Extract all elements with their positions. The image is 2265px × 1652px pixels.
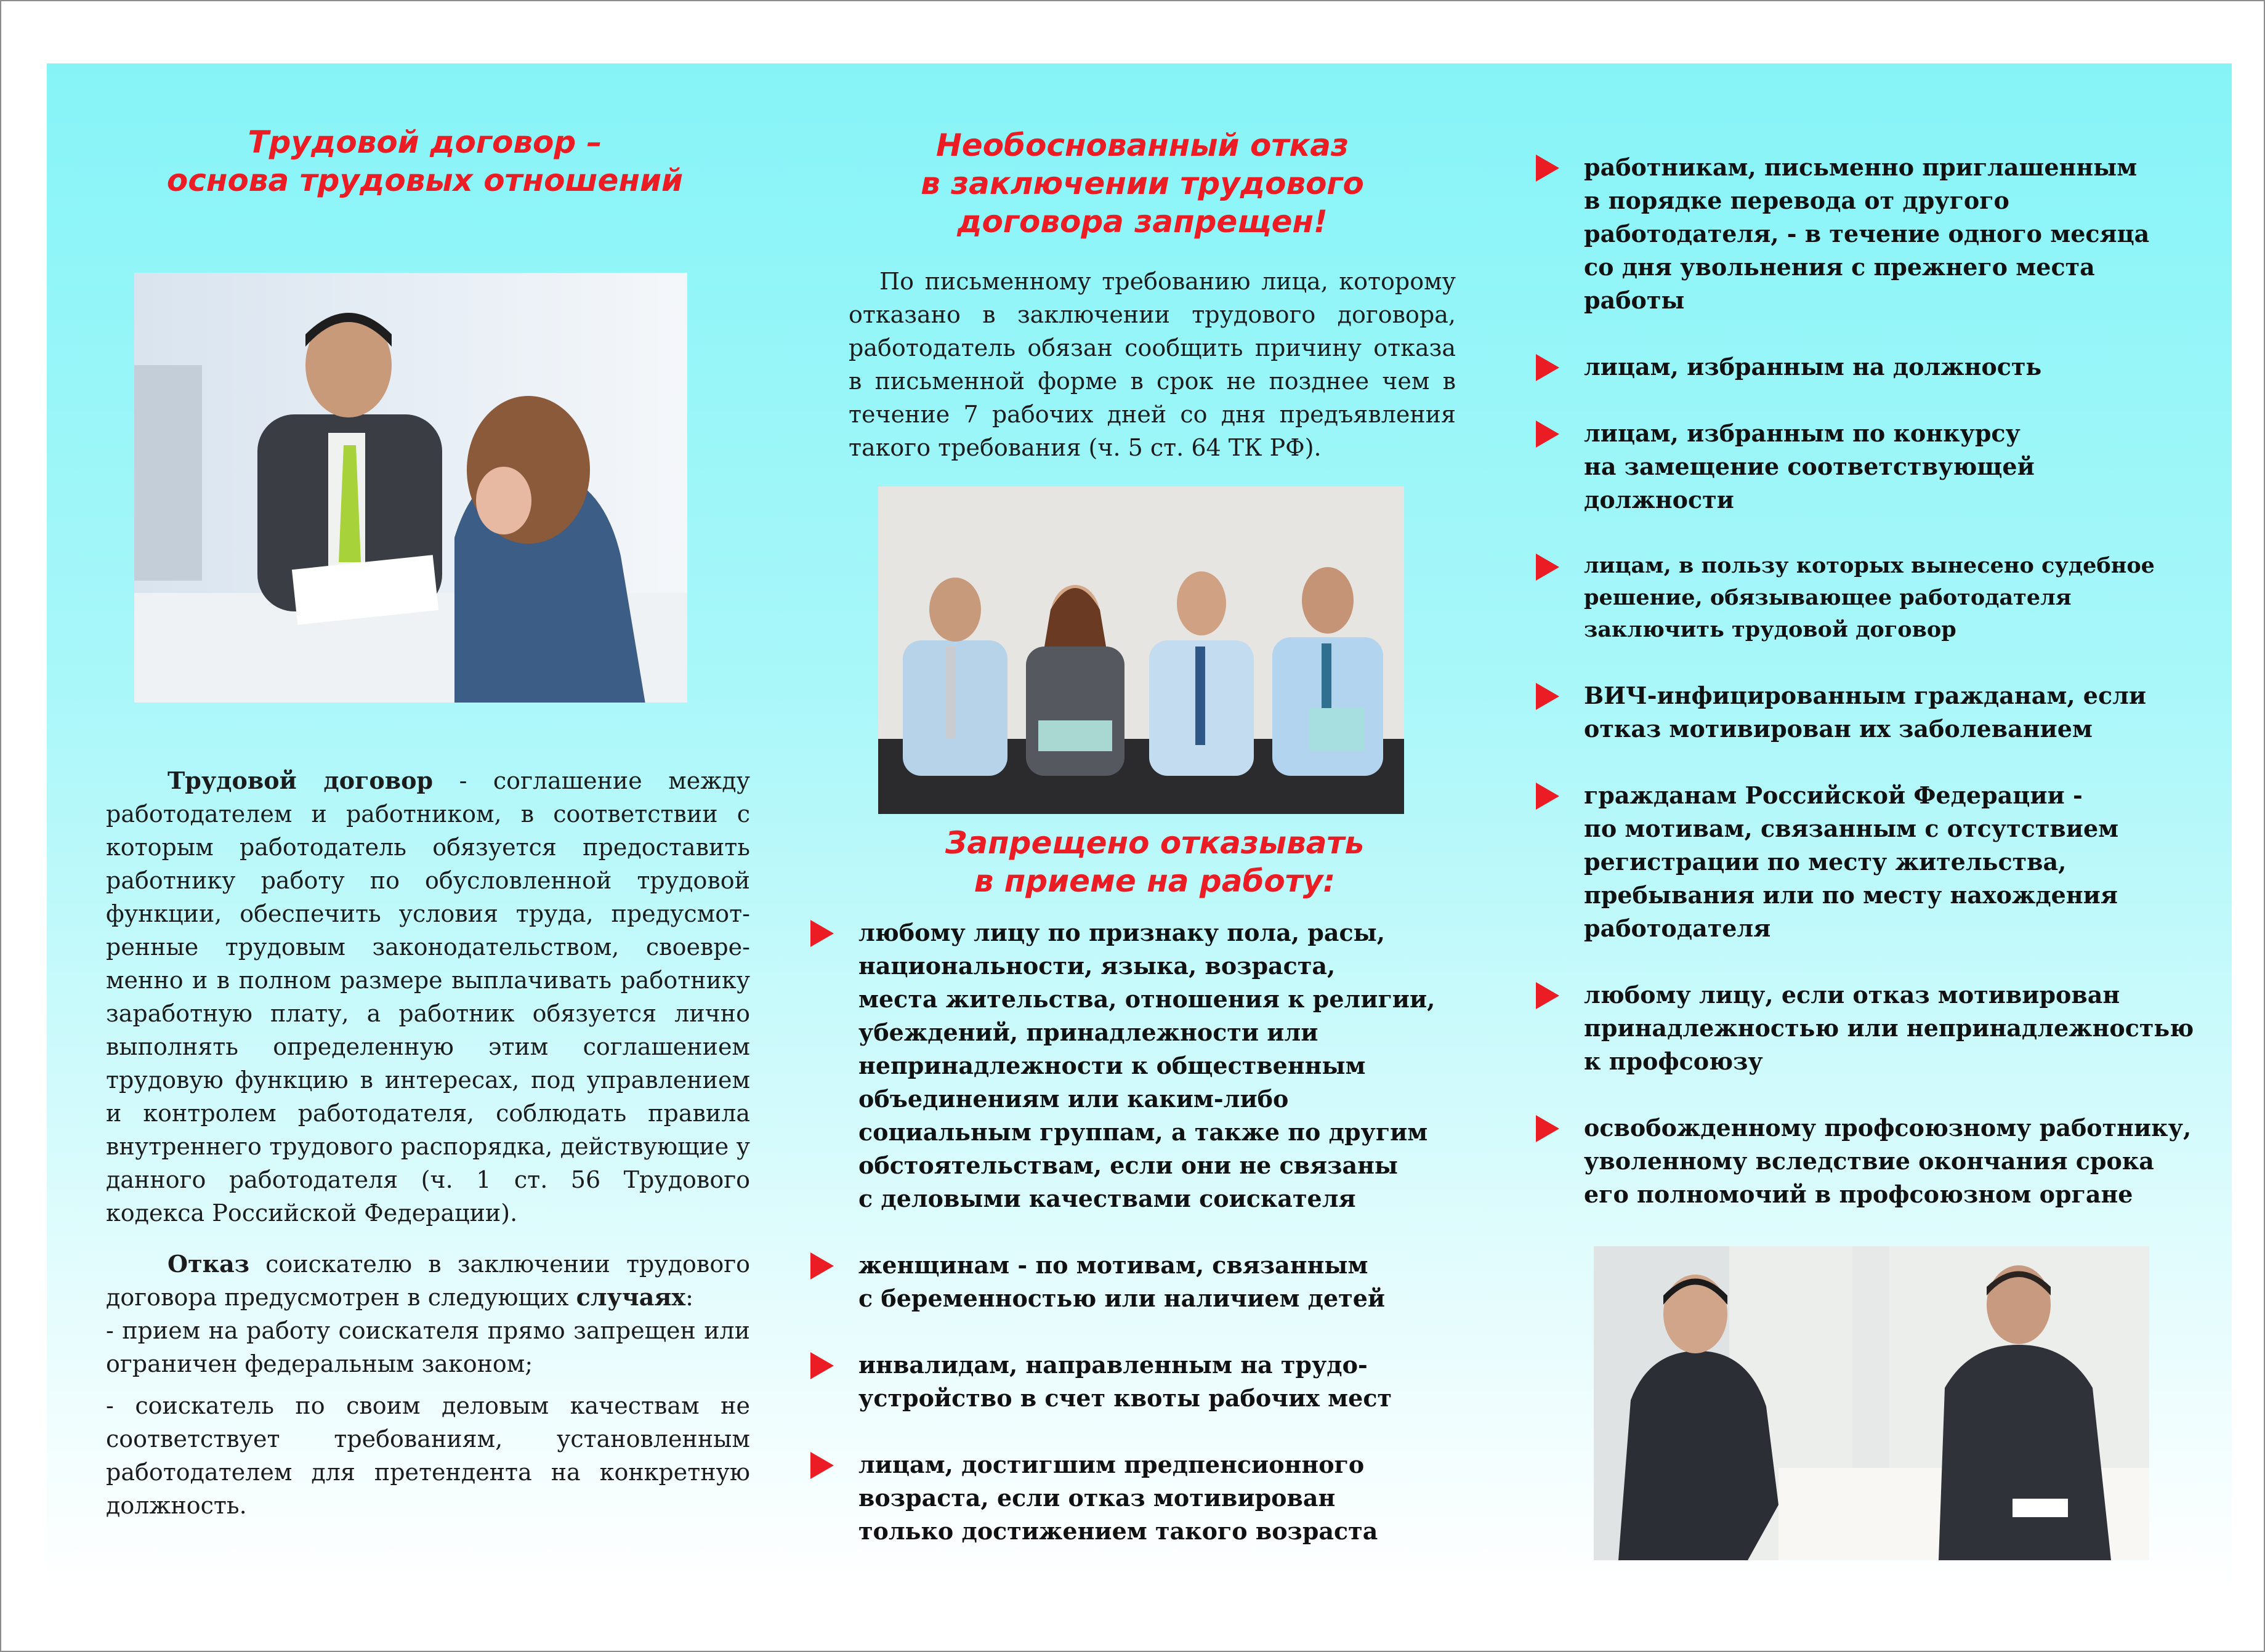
forbidden-list-text	[1584, 679, 2201, 746]
line: женщинам - по мотивам, связанным	[858, 1251, 1368, 1279]
forbidden-list-item	[1536, 779, 2201, 945]
forbidden-list-item	[1536, 151, 2201, 317]
office-meeting-photo	[134, 273, 687, 703]
line: непринадлежности к общественным	[858, 1052, 1366, 1079]
line: гражданам Российской Федерации -	[1584, 781, 2083, 809]
red-triangle-icon	[810, 1352, 834, 1379]
forbidden-list-text	[1584, 550, 2201, 646]
line: принадлежностью или непринадлежностью	[1584, 1014, 2194, 1042]
line: должности	[1584, 486, 1734, 514]
refusal-bold-word: случаях	[576, 1283, 686, 1311]
line: регистрации по месту жительства,	[1584, 848, 2067, 876]
forbidden-list-item	[1536, 417, 2201, 517]
refusal-paragraph	[106, 1247, 750, 1314]
col2-title-line: в заключении трудового	[921, 166, 1364, 201]
forbidden-list-text	[858, 1249, 1445, 1315]
forbidden-subtitle-line: Запрещено отказывать	[945, 825, 1365, 861]
line: на замещение соответствующей	[1584, 453, 2035, 480]
line: работодателя	[1584, 914, 1771, 942]
forbidden-list-item	[810, 1249, 1445, 1315]
red-triangle-icon	[810, 1452, 834, 1479]
line: пребывания или по месту нахождения	[1584, 881, 2118, 909]
forbidden-list-text	[858, 916, 1445, 1215]
col1-title-line: Трудовой договор –	[248, 124, 602, 160]
forbidden-list-text	[1584, 978, 2201, 1078]
line: со дня увольнения с прежнего места	[1584, 253, 2095, 281]
case-item: - прием на работу соискателя прямо запрещен или ограничен федеральным законом;	[106, 1317, 750, 1377]
job-candidates-photo	[878, 486, 1404, 814]
line: ВИЧ-инфицированным гражданам, если	[1584, 682, 2147, 709]
forbidden-list-text	[1584, 350, 2201, 384]
line: работникам, письменно приглашенным	[1584, 153, 2138, 181]
line: работодателя, - в течение одного месяца	[1584, 220, 2150, 248]
forbidden-list-text	[1584, 1111, 2201, 1211]
red-triangle-icon	[1536, 421, 1559, 448]
forbidden-list-item	[810, 1348, 1445, 1415]
line: объединениям или каким-либо	[858, 1085, 1289, 1113]
line: устройство в счет квоты рабочих мест	[858, 1384, 1392, 1412]
forbidden-list-item	[1536, 1111, 2201, 1211]
line: национальности, языка, возраста,	[858, 952, 1336, 980]
requirement-paragraph: По письменному требованию лица, которому отказано в заключении трудового договора, работодатель обязан сообщить причину отказа в письменной форме в срок не позднее чем в течение 7 рабочих дней со дня предъявления такого требования (ч. 5 ст. 64 ТК РФ).	[849, 268, 1456, 461]
line: освобожденному профсоюзному работнику,	[1584, 1114, 2192, 1142]
red-triangle-icon	[1536, 354, 1559, 381]
interview-photo	[1594, 1246, 2149, 1560]
line: инвалидам, направленным на трудо-	[858, 1351, 1368, 1379]
forbidden-list-item	[1536, 550, 2201, 646]
line: решение, обязывающее работодателя	[1584, 585, 2072, 610]
line: только достижением такого возраста	[858, 1517, 1378, 1545]
line: любому лицу по признаку пола, расы,	[858, 919, 1385, 946]
line: его полномочий в профсоюзном органе	[1584, 1180, 2133, 1208]
line: убеждений, принадлежности или	[858, 1018, 1318, 1046]
line: уволенному вследствие окончания срока	[1584, 1147, 2154, 1175]
forbidden-subtitle-line: в приеме на работу:	[974, 863, 1336, 899]
col2-title-line: Необоснованный отказ	[935, 127, 1349, 163]
definition-text: - соглашение между работодателем и работником, в соответствии с которым работодатель обязуется предоставить работнику работу по обусловленной трудовой функции, обеспечить условия труда, предусмот-ренные трудовым законодательством, своевре-менно и в полном размере выплачивать работнику заработную плату, а работник обязуется лично выполнять определенную этим соглашением трудовую функцию в интересах, под управлением и контролем работодателя, соблюдать правила внутреннего трудового распорядка, действующие у данного работодателя (ч. 1 ст. 56 Трудового кодекса Российской Федерации).	[106, 767, 750, 1227]
red-triangle-icon	[1536, 982, 1559, 1009]
line: с беременностью или наличием детей	[858, 1284, 1386, 1312]
forbidden-list-item	[810, 916, 1445, 1215]
forbidden-list-text	[858, 1448, 1445, 1548]
red-triangle-icon	[1536, 155, 1559, 182]
forbidden-list-continued	[1536, 151, 2201, 1211]
red-triangle-icon	[1536, 1115, 1559, 1142]
line: лицам, избранным по конкурсу	[1584, 419, 2021, 447]
line: социальным группам, а также по другим	[858, 1118, 1428, 1146]
line: лицам, в пользу которых вынесено судебное	[1584, 553, 2155, 578]
red-triangle-icon	[810, 920, 834, 947]
forbidden-list-text	[858, 1348, 1445, 1415]
refusal-colon: :	[685, 1284, 693, 1311]
forbidden-list-item	[1536, 350, 2201, 384]
forbidden-list-item	[810, 1448, 1445, 1548]
red-triangle-icon	[1536, 783, 1559, 810]
forbidden-list-text	[1584, 417, 2201, 517]
line: лицам, достигшим предпенсионного	[858, 1451, 1365, 1478]
line: места жительства, отношения к религии,	[858, 985, 1435, 1013]
line: по мотивам, связанным с отсутствием	[1584, 815, 2119, 842]
forbidden-list-item	[1536, 679, 2201, 746]
line: работы	[1584, 286, 1685, 314]
line: любому лицу, если отказ мотивирован	[1584, 981, 2120, 1009]
forbidden-subtitle	[862, 824, 1447, 900]
definition-term: Трудовой договор	[168, 767, 434, 794]
forbidden-list	[810, 916, 1445, 1548]
red-triangle-icon	[1536, 554, 1559, 581]
refusal-term: Отказ	[168, 1250, 249, 1278]
col1-title-line: основа трудовых отношений	[166, 163, 684, 198]
line: в порядке перевода от другого	[1584, 187, 2009, 214]
forbidden-list-text	[1584, 151, 2201, 317]
definition-paragraph	[106, 764, 750, 1230]
case-item: - соискатель по своим деловым качествам не соответствует требованиям, установленным работодателем для претендента на конкретную должность.	[106, 1392, 750, 1519]
line: обстоятельствам, если они не связаны	[858, 1151, 1398, 1179]
line: возраста, если отказ мотивирован	[858, 1484, 1336, 1512]
line: с деловыми качествами соискателя	[858, 1185, 1356, 1212]
line: заключить трудовой договор	[1584, 617, 1956, 642]
line: к профсоюзу	[1584, 1047, 1763, 1075]
line: лицам, избранным на должность	[1584, 353, 2042, 381]
line: отказ мотивирован их заболеванием	[1584, 715, 2093, 743]
red-triangle-icon	[1536, 683, 1559, 710]
refusal-text: соискателю в заключении трудового договора предусмотрен в следующих	[106, 1251, 750, 1311]
col2-title	[850, 126, 1435, 241]
col1-title	[117, 123, 733, 199]
col2-title-line: договора запрещен!	[957, 204, 1328, 240]
forbidden-list-text	[1584, 779, 2201, 945]
forbidden-list-item	[1536, 978, 2201, 1078]
red-triangle-icon	[810, 1252, 834, 1279]
